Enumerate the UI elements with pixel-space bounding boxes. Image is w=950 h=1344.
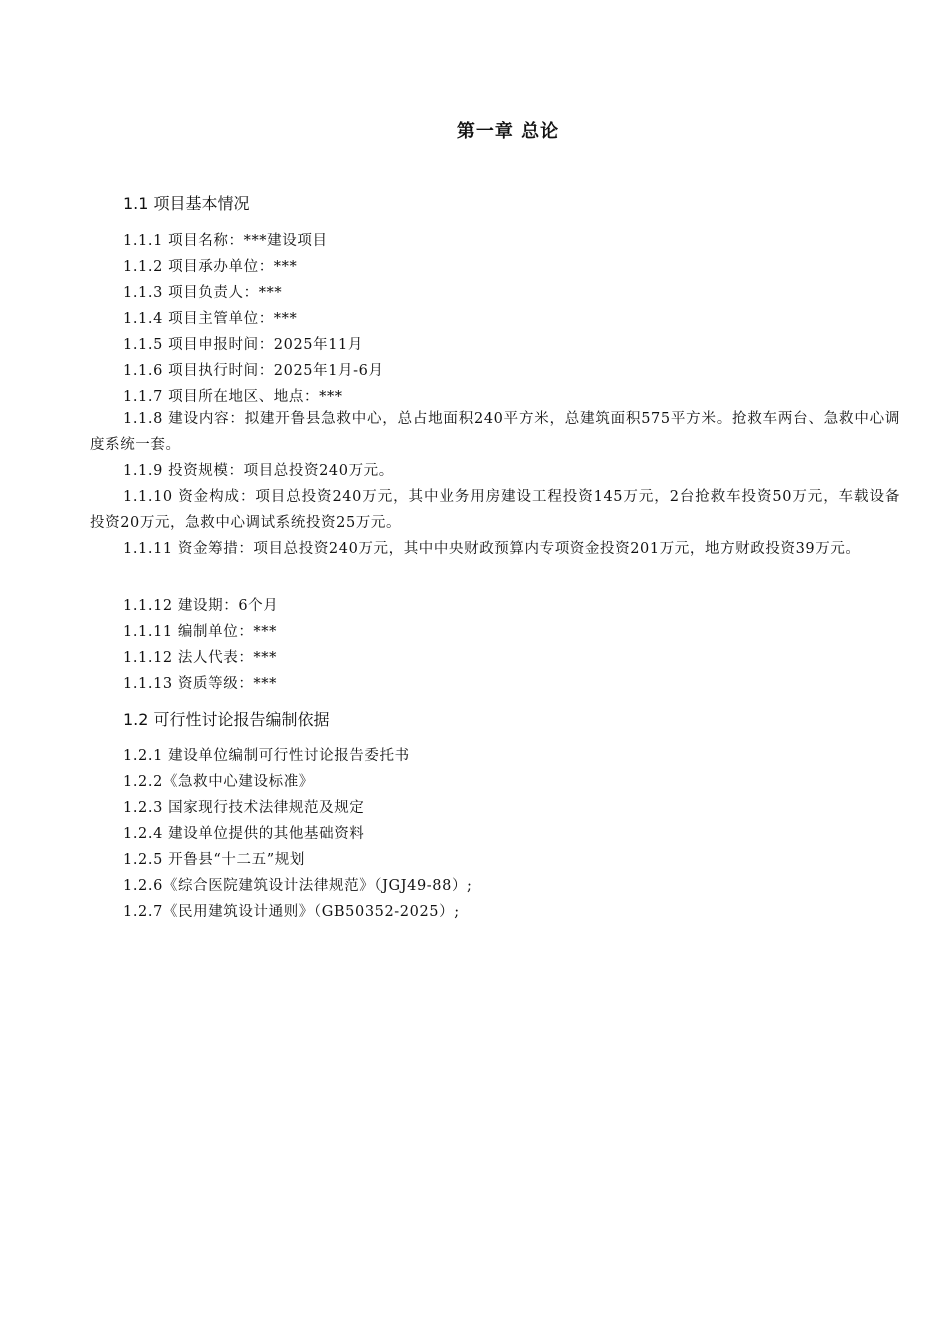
item-1-1-13-qualification: 1.1.13 资质等级：***: [123, 676, 277, 692]
item-1-2-2: 1.2.2《急救中心建设标准》: [123, 774, 314, 790]
item-1-2-3: 1.2.3 国家现行技术法律规范及规定: [123, 800, 365, 816]
item-1-1-11-compiler: 1.1.11 编制单位：***: [123, 624, 277, 640]
item-1-1-2: 1.1.2 项目承办单位：***: [123, 259, 298, 275]
para-1-1-10: 1.1.10 资金构成：项目总投资240万元，其中业务用房建设工程投资145万元，2台抢救车投资50万元，车载设备投资20万元，急救中心调试系统投资25万元。: [90, 489, 900, 531]
item-1-2-4: 1.2.4 建设单位提供的其他基础资料: [123, 826, 365, 842]
item-1-2-1: 1.2.1 建设单位编制可行性讨论报告委托书: [123, 748, 410, 764]
section-heading-1-1: 1.1 项目基本情况: [123, 194, 250, 213]
item-1-2-5: 1.2.5 开鲁县“十二五”规划: [123, 852, 305, 868]
chapter-title: 第一章 总论: [456, 121, 560, 142]
item-1-1-1: 1.1.1 项目名称：***建设项目: [123, 233, 328, 249]
item-1-1-7: 1.1.7 项目所在地区、地点：***: [123, 389, 343, 405]
item-1-2-7: 1.2.7《民用建筑设计通则》（GB50352-2025）;: [123, 904, 460, 920]
item-1-1-5: 1.1.5 项目申报时间：2025年11月: [123, 337, 363, 353]
item-1-1-12-legal-rep: 1.1.12 法人代表：***: [123, 650, 277, 666]
item-1-2-6: 1.2.6《综合医院建筑设计法律规范》（JGJ49-88）;: [123, 878, 473, 894]
item-1-1-6: 1.1.6 项目执行时间：2025年1月-6月: [123, 363, 384, 379]
item-1-1-3: 1.1.3 项目负责人：***: [123, 285, 283, 301]
item-1-1-4: 1.1.4 项目主管单位：***: [123, 311, 298, 327]
item-1-1-12-period: 1.1.12 建设期：6个月: [123, 598, 279, 614]
section-heading-1-2: 1.2 可行性讨论报告编制依据: [123, 710, 330, 729]
para-1-1-11: 1.1.11 资金筹措：项目总投资240万元，其中中央财政预算内专项资金投资201万元，地方财政投资39万元。: [123, 541, 861, 557]
para-1-1-8: 1.1.8 建设内容：拟建开鲁县急救中心，总占地面积240平方米，总建筑面积575平方米。抢救车两台、急救中心调度系统一套。: [90, 411, 900, 453]
para-1-1-9: 1.1.9 投资规模：项目总投资240万元。: [123, 463, 394, 479]
